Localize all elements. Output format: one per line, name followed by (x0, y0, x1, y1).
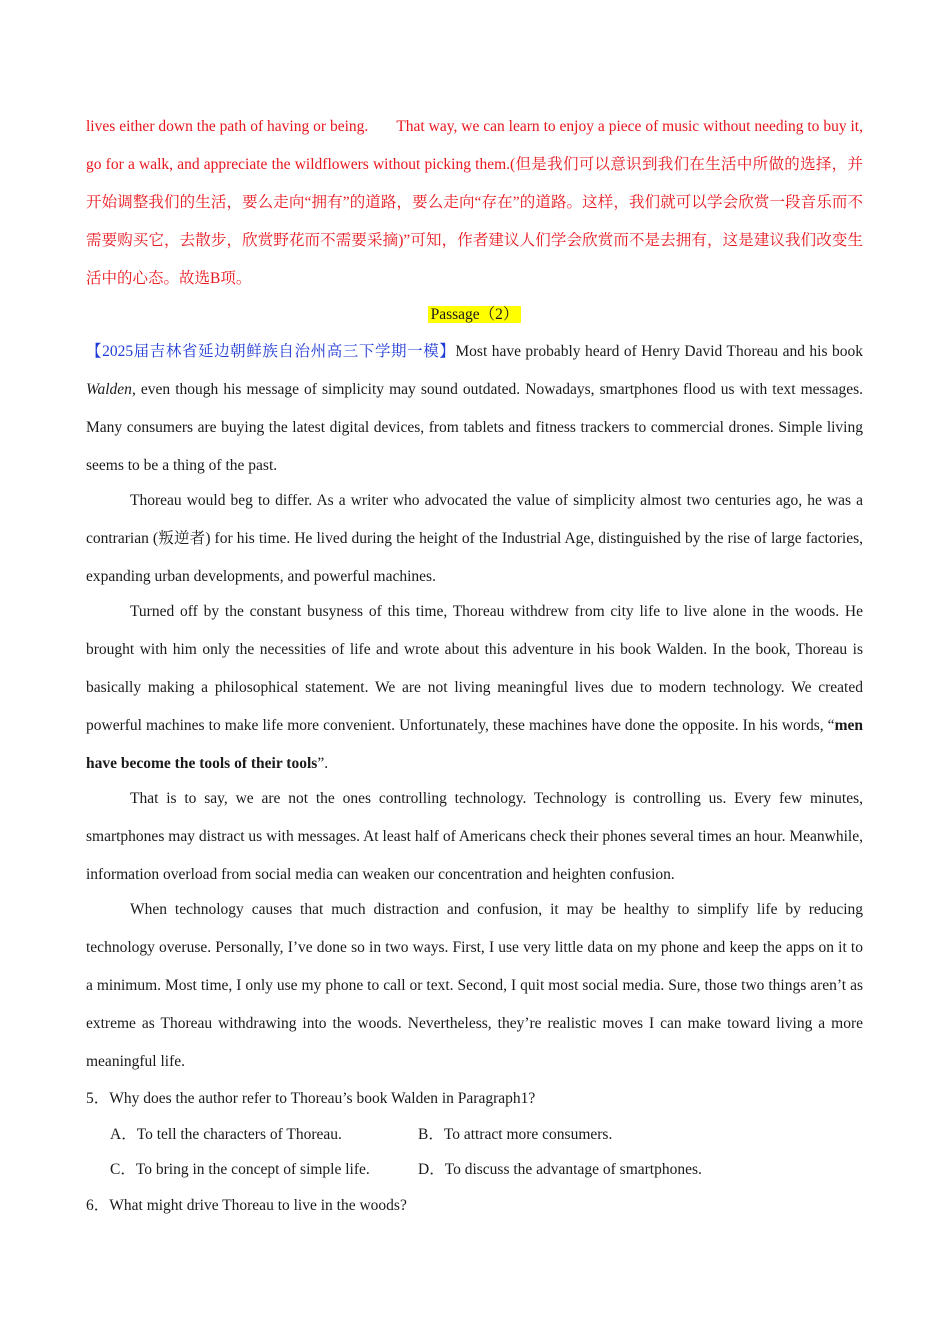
paragraph-3-text-c: ”. (317, 755, 329, 772)
paragraph-5: When technology causes that much distraction and confusion, it may be healthy to simplify life by reducing technology overuse. Personally, I’ve done so in two ways. First, I use very little data on my phone and keep the apps on it to a minimum. Most time, I only use my phone to call or text. Second, I quit most social media. Sure, those two things aren’t as extreme as Thoreau withdrawing into the woods. Nevertheless, they’re realistic moves I can make toward living a more meaningful life. (86, 901, 863, 1070)
option-d: D．To discuss the advantage of smartphones. (418, 1161, 702, 1178)
paragraph-3-text-a: Turned off by the constant busyness of this time, Thoreau withdrew from city life to live alone in the woods. He brought with him only the necessities of life and wrote about this adventure in his book Walden. In the book, Thoreau is basically making a philosophical statement. We are not living meaningful lives due to modern technology. We created powerful machines to make life more convenient. Unfortunately, these machines have done the opposite. In his words, “ (86, 603, 863, 734)
paragraph-2: Thoreau would beg to differ. As a writer who advocated the value of simplicity almost two centuries ago, he was a contrarian (叛逆者) for his time. He lived during the height of the Industrial Age, distinguished by the rise of large factories, expanding urban developments, and powerful machines. (86, 492, 863, 585)
passage-heading (86, 300, 863, 330)
thoreau-quote: men have become the tools of their tools (86, 717, 863, 772)
question-5-stem: 5．Why does the author refer to Thoreau’s book Walden in Paragraph1? (86, 1090, 536, 1107)
explanation-chinese: (但是我们可以意识到我们在生活中所做的选择，并开始调整我们的生活，要么走向“拥有”的道路，要么走向“存在”的道路。这样，我们就可以学会欣赏一段音乐而不需要购买它，去散步，欣赏野花而不需要采摘)”可知，作者建议人们学会欣赏而不是去拥有，这是建议我们改变生活中的心态。故选B项。 (86, 156, 863, 287)
option-c: C．To bring in the concept of simple life. (110, 1161, 370, 1178)
question-5-options-row-2 (86, 1152, 863, 1188)
paragraph-1 (86, 333, 863, 485)
option-a: A．To tell the characters of Thoreau. (110, 1125, 342, 1143)
paragraph-1-text-a: Most have probably heard of Henry David Thoreau and his book (455, 343, 863, 360)
question-5-options-row-1 (86, 1117, 863, 1153)
paragraph-1-text-b: , even though his message of simplicity may sound outdated. Nowadays, smartphones flood us with text messages. Many consumers are buying the latest digital devices, from tablets and fitness trackers to commercial drones. Simple living seems to be a thing of the past. (86, 381, 863, 474)
option-b: B．To attract more consumers. (418, 1125, 613, 1143)
explanation-line1-a: lives either down the path of having or being. (86, 118, 369, 135)
document-content (86, 108, 863, 1223)
passage-title: Passage（2） (428, 306, 522, 323)
paragraph-4: That is to say, we are not the ones controlling technology. Technology is controlling us. Every few minutes, smartphones may distract us with messages. At least half of Americans check their phones several times an hour. Meanwhile, information overload from social media can weaken our concentration and heighten confusion. (86, 790, 863, 883)
question-6-stem: 6．What might drive Thoreau to live in the woods? (86, 1196, 407, 1214)
explanation-line1-b: That way, we can learn to enjoy a piece of music without needing to buy it, go for a walk, and appreciate the wildflowers without picking them. (86, 118, 863, 173)
paragraph-3 (86, 593, 863, 783)
book-title-walden: Walden (86, 381, 132, 398)
source-label: 【2025届吉林省延边朝鲜族自治州高三下学期一模】 (86, 343, 456, 360)
previous-answer-explanation (86, 108, 863, 298)
